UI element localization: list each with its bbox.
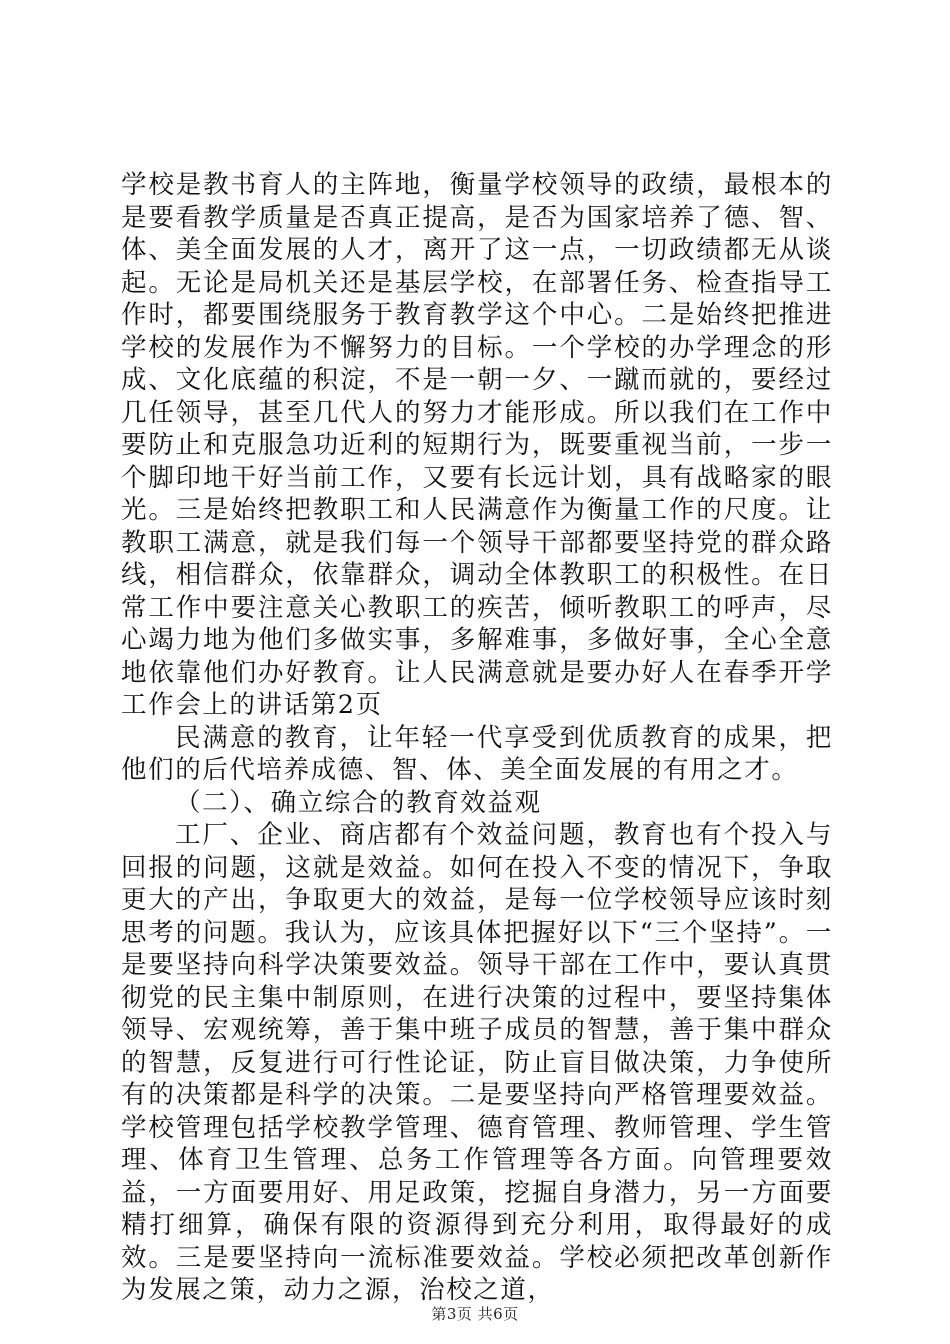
section-heading: （二）、确立综合的教育效益观 bbox=[175, 787, 542, 818]
paragraph-continued: 学校是教书育人的主阵地，衡量学校领导的政绩，最根本的是要看教学质量是否真正提高，是否为国家培养了德、智、体、美全面发展的人才，离开了这一点，一切政绩都无从谈起。无论是局机关还是基层学校，在部署任务、检查指导工作时，都要围绕服务于教育教学这个中心。二是始终把推进学校的发展作为不懈努力的目标。一个学校的办学理念的形成、文化底蕴的积淀，不是一朝一夕、一蹴而就的，要经过几任领导，甚至几代人的努力才能形成。所以我们在工作中要防止和克服急功近利的短期行为，既要重视当前，一步一个脚印地干好当前工作，又要有长远计划，具有战略家的眼光。三是始终把教职工和人民满意作为衡量工作的尺度。让教职工满意，就是我们每一个领导干部都要坚持党的群众路线，相信群众，依靠群众，调动全体教职工的积极性。在日常工作中要注意关心教职工的疾苦，倾听教职工的呼声，尽心竭力地为他们多做实事，多解难事，多做好事，全心全意地依靠他们办好教育。让人民满意就是要办好人在春季开学工作会上的讲话第2页 bbox=[121, 170, 833, 720]
paragraph-efficiency: 工厂、企业、商店都有个效益问题，教育也有个投入与回报的问题，这就是效益。如何在投入不变的情况下，争取更大的产出，争取更大的效益，是每一位学校领导应该时刻思考的问题。我认为，应该具体把握好以下“三个坚持”。一是要坚持向科学决策要效益。领导干部在工作中，要认真贯彻党的民主集中制原则，在进行决策的过程中，要坚持集体领导、宏观统筹，善于集中班子成员的智慧，善于集中群众的智慧，反复进行可行性论证，防止盲目做决策，力争使所有的决策都是科学的决策。二是要坚持向严格管理要效益。学校管理包括学校教学管理、德育管理、教师管理、学生管理、体育卫生管理、总务工作管理等各方面。向管理要效益，一方面要用好、用足政策，挖掘自身潜力，另一方面要精打细算，确保有限的资源得到充分利用，取得最好的成效。三是要坚持向一流标准要效益。学校必须把改革创新作为发展之策，动力之源，治校之道， bbox=[121, 820, 833, 1305]
page-footer: 第3页 共6页 bbox=[431, 1305, 519, 1323]
document-body bbox=[121, 169, 833, 1307]
paragraph-education-satisfaction: 民满意的教育，让年轻一代享受到优质教育的成果，把他们的后代培养成德、智、体、美全面发展的有用之才。 bbox=[121, 722, 833, 785]
